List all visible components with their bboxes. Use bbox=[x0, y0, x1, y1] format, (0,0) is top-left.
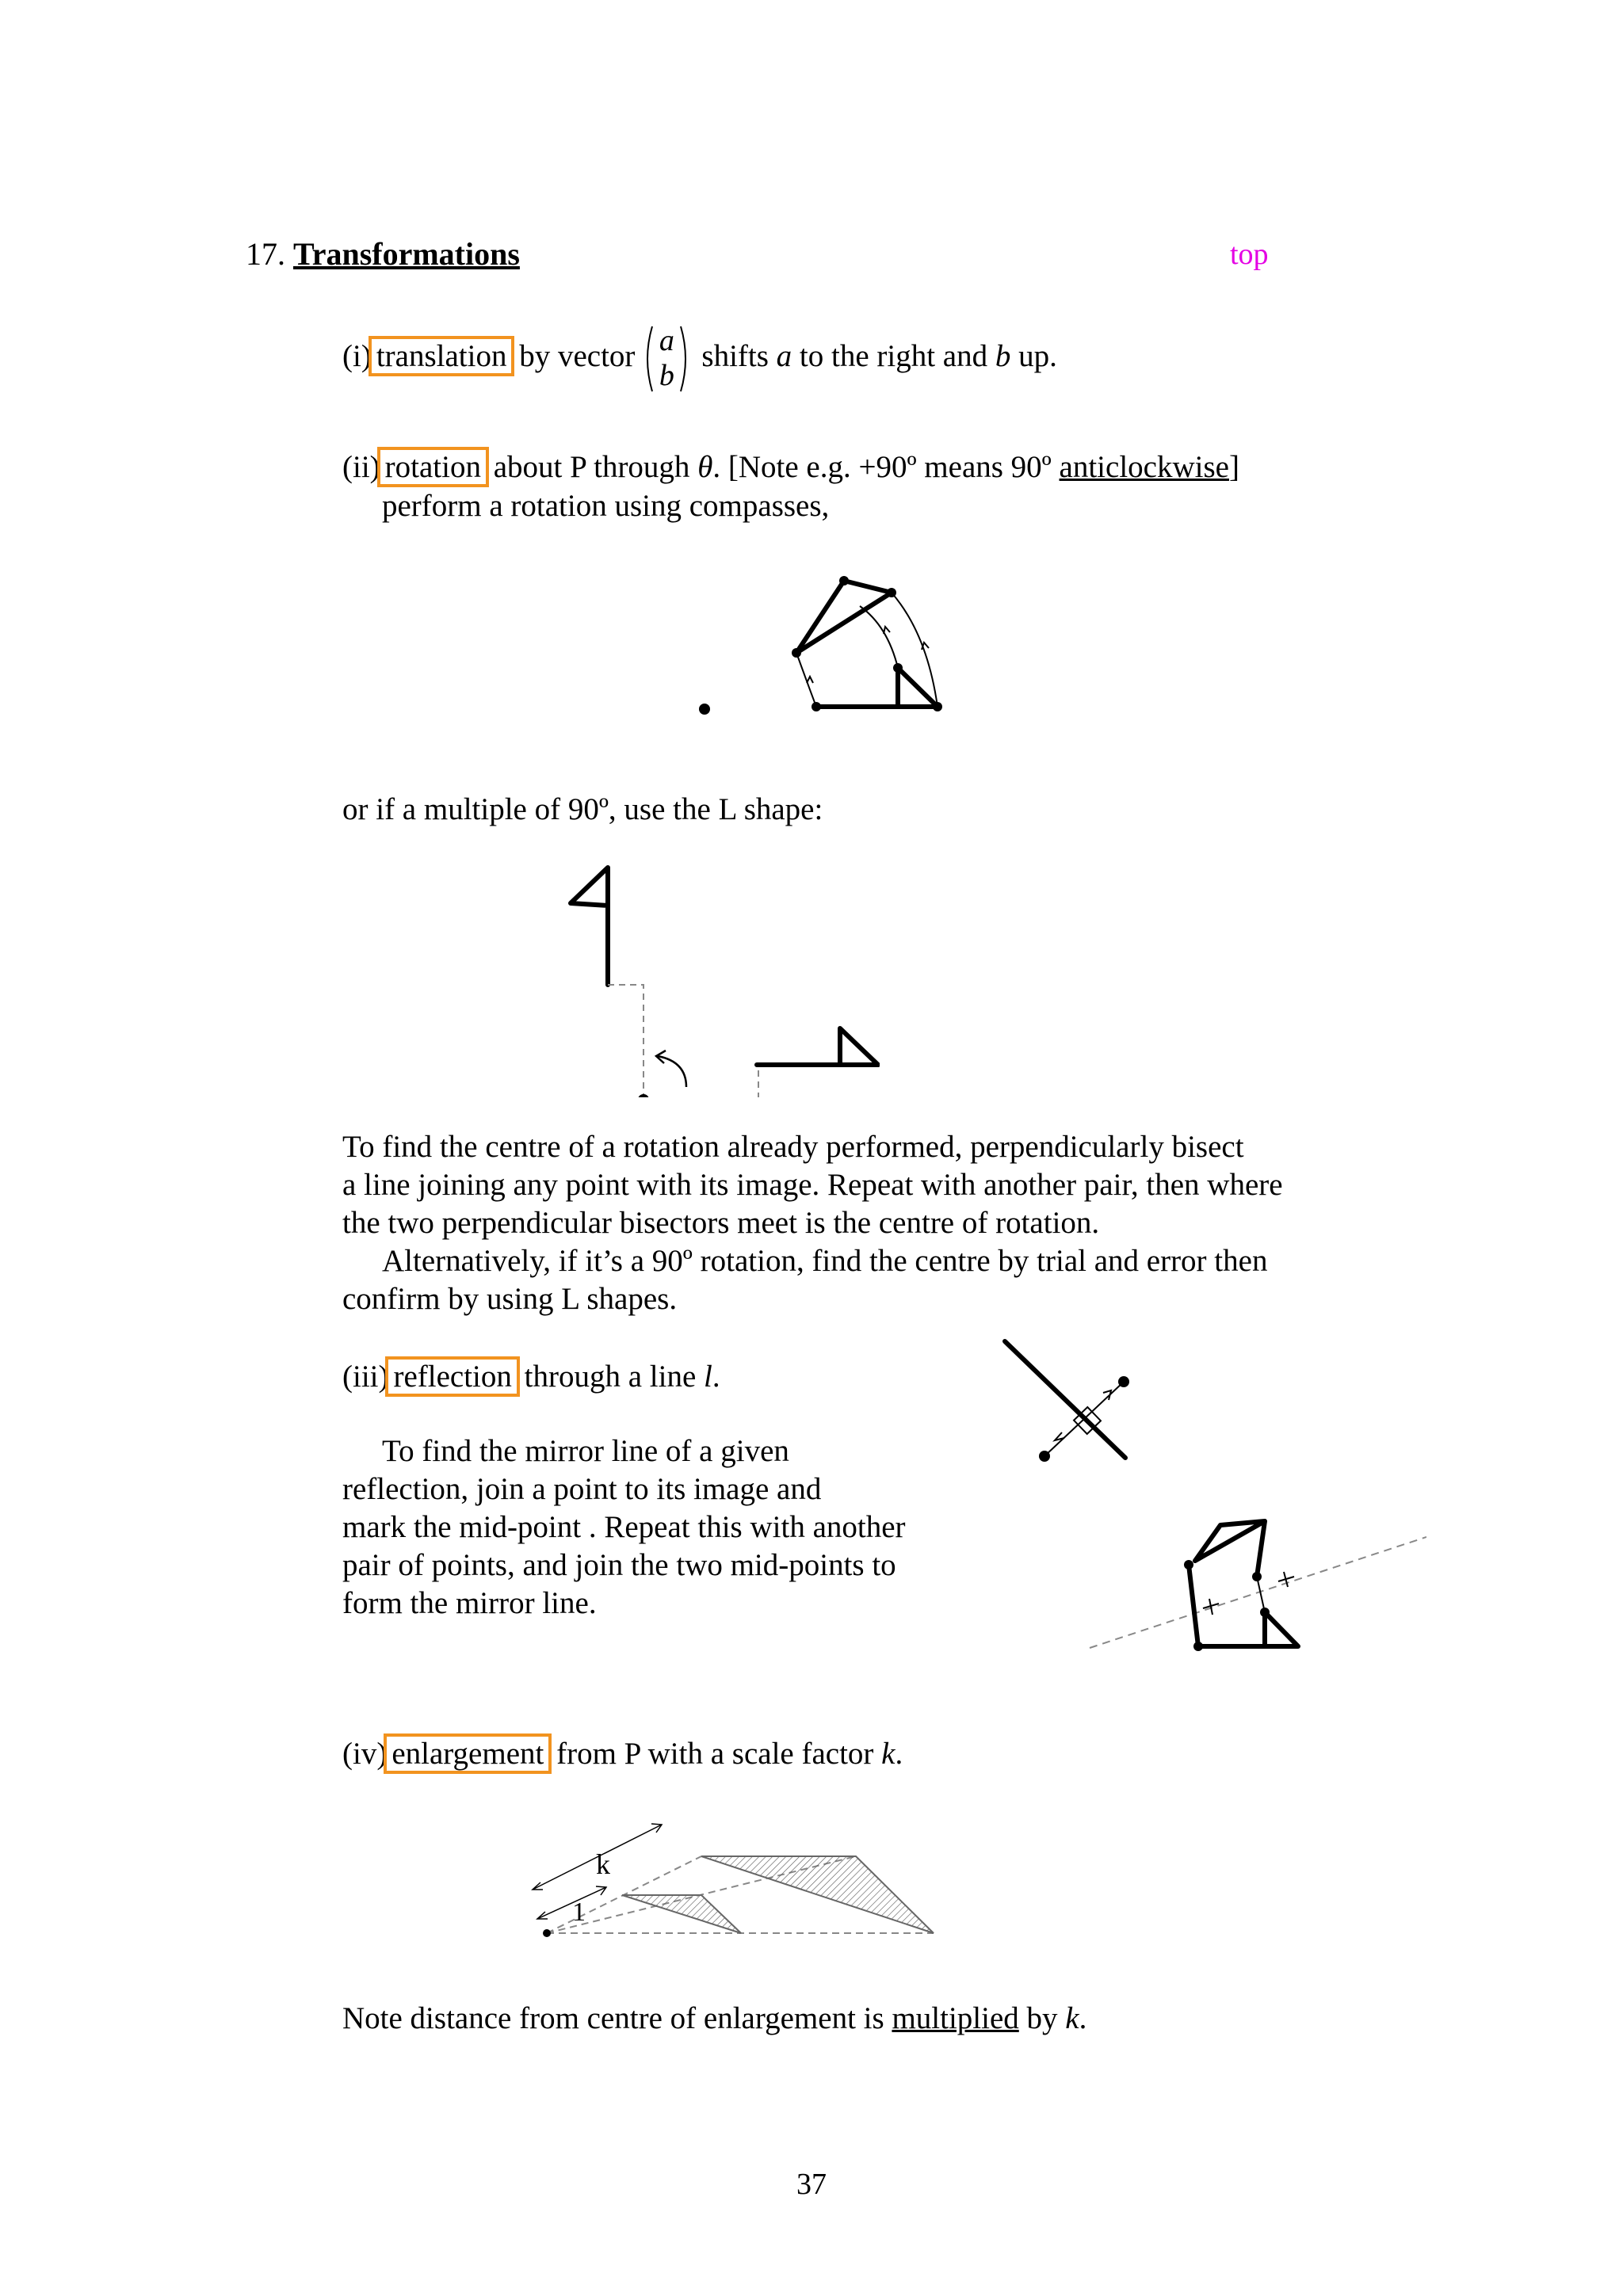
rotation-line bbox=[342, 448, 1239, 486]
reflection-prefix: (iii) bbox=[342, 1360, 389, 1394]
rotation-text: about P through bbox=[493, 450, 690, 484]
vector-bottom: b bbox=[659, 359, 674, 392]
multiplied-word: multiplied bbox=[892, 2001, 1019, 2035]
top-link[interactable]: top bbox=[1230, 238, 1269, 271]
page-number: 37 bbox=[796, 2168, 827, 2201]
translation-a: a bbox=[776, 338, 792, 373]
enlargement-text: from P with a scale factor bbox=[556, 1737, 874, 1771]
note-k: k bbox=[1065, 2001, 1079, 2035]
translation-term: translation bbox=[369, 336, 515, 376]
mirror-para-line-1: To find the mirror line of a given bbox=[382, 1434, 789, 1468]
rotation-term: rotation bbox=[377, 447, 489, 487]
scale-k-label: k bbox=[596, 1848, 610, 1880]
translation-text: by vector bbox=[519, 338, 636, 373]
section-title: Transformations bbox=[293, 236, 520, 272]
translation-text-d: up. bbox=[1018, 338, 1057, 373]
translation-text-b: shifts bbox=[701, 338, 769, 373]
column-vector bbox=[643, 323, 690, 395]
note-text-c: . bbox=[1079, 2001, 1087, 2035]
note-text: Note distance from centre of enlargement is bbox=[342, 2001, 884, 2035]
note-text-b: by bbox=[1026, 2001, 1058, 2035]
reflection-text: through a line bbox=[524, 1360, 697, 1394]
rotation-text-c: ] bbox=[1228, 450, 1239, 484]
enlargement-term: enlargement bbox=[384, 1733, 552, 1774]
rotation-text-b: . [Note e.g. +90º means 90º bbox=[712, 450, 1052, 484]
anticlockwise-word: anticlockwise bbox=[1059, 450, 1229, 484]
mirror-para-line-5: form the mirror line. bbox=[342, 1586, 597, 1620]
theta-symbol: θ bbox=[697, 450, 713, 484]
mirror-line-diagram bbox=[995, 1331, 1137, 1474]
vector-top: a bbox=[659, 324, 674, 357]
mirror-para-line-3: mark the mid-point . Repeat this with another bbox=[342, 1510, 906, 1544]
enlargement-note bbox=[342, 2000, 1086, 2038]
translation-text-c: to the right and bbox=[799, 338, 988, 373]
centre-para-line-3: the two perpendicular bisectors meet is the centre of rotation. bbox=[342, 1206, 1100, 1240]
enlargement-diagram bbox=[523, 1806, 935, 1941]
centre-para-line-2: a line joining any point with its image. Repeat with another pair, then where bbox=[342, 1168, 1283, 1202]
centre-para-line-1: To find the centre of a rotation already performed, perpendicularly bisect bbox=[342, 1130, 1244, 1164]
section-heading bbox=[246, 235, 520, 273]
l-shape-note: or if a multiple of 90º, use the L shape: bbox=[342, 792, 823, 826]
centre-para-line-5: confirm by using L shapes. bbox=[342, 1282, 678, 1316]
enlargement-text-b: . bbox=[895, 1737, 903, 1771]
translation-b: b bbox=[995, 338, 1011, 373]
mirror-para-line-4: pair of points, and join the two mid-points to bbox=[342, 1548, 896, 1582]
reflection-text-b: . bbox=[712, 1360, 720, 1394]
rotation-prefix: (ii) bbox=[342, 450, 380, 484]
compass-rotation-diagram bbox=[682, 555, 983, 745]
rotation-line-2: perform a rotation using compasses, bbox=[382, 489, 830, 523]
scale-one-label: 1 bbox=[572, 1897, 586, 1927]
enlargement-k: k bbox=[881, 1737, 896, 1771]
reflection-line bbox=[342, 1358, 720, 1396]
reflection-l: l bbox=[704, 1360, 712, 1394]
centre-para-line-4: Alternatively, if it’s a 90º rotation, find the centre by trial and error then bbox=[382, 1244, 1268, 1278]
reflection-term: reflection bbox=[385, 1356, 519, 1397]
translation-prefix: (i) bbox=[342, 338, 372, 373]
l-shape-diagram bbox=[547, 860, 880, 1097]
enlargement-prefix: (iv) bbox=[342, 1737, 388, 1771]
section-number: 17. bbox=[246, 236, 285, 272]
reflection-diagram bbox=[1078, 1489, 1426, 1688]
mirror-para-line-2: reflection, join a point to its image and bbox=[342, 1472, 822, 1506]
enlargement-line bbox=[342, 1735, 903, 1773]
translation-line bbox=[342, 323, 1057, 395]
